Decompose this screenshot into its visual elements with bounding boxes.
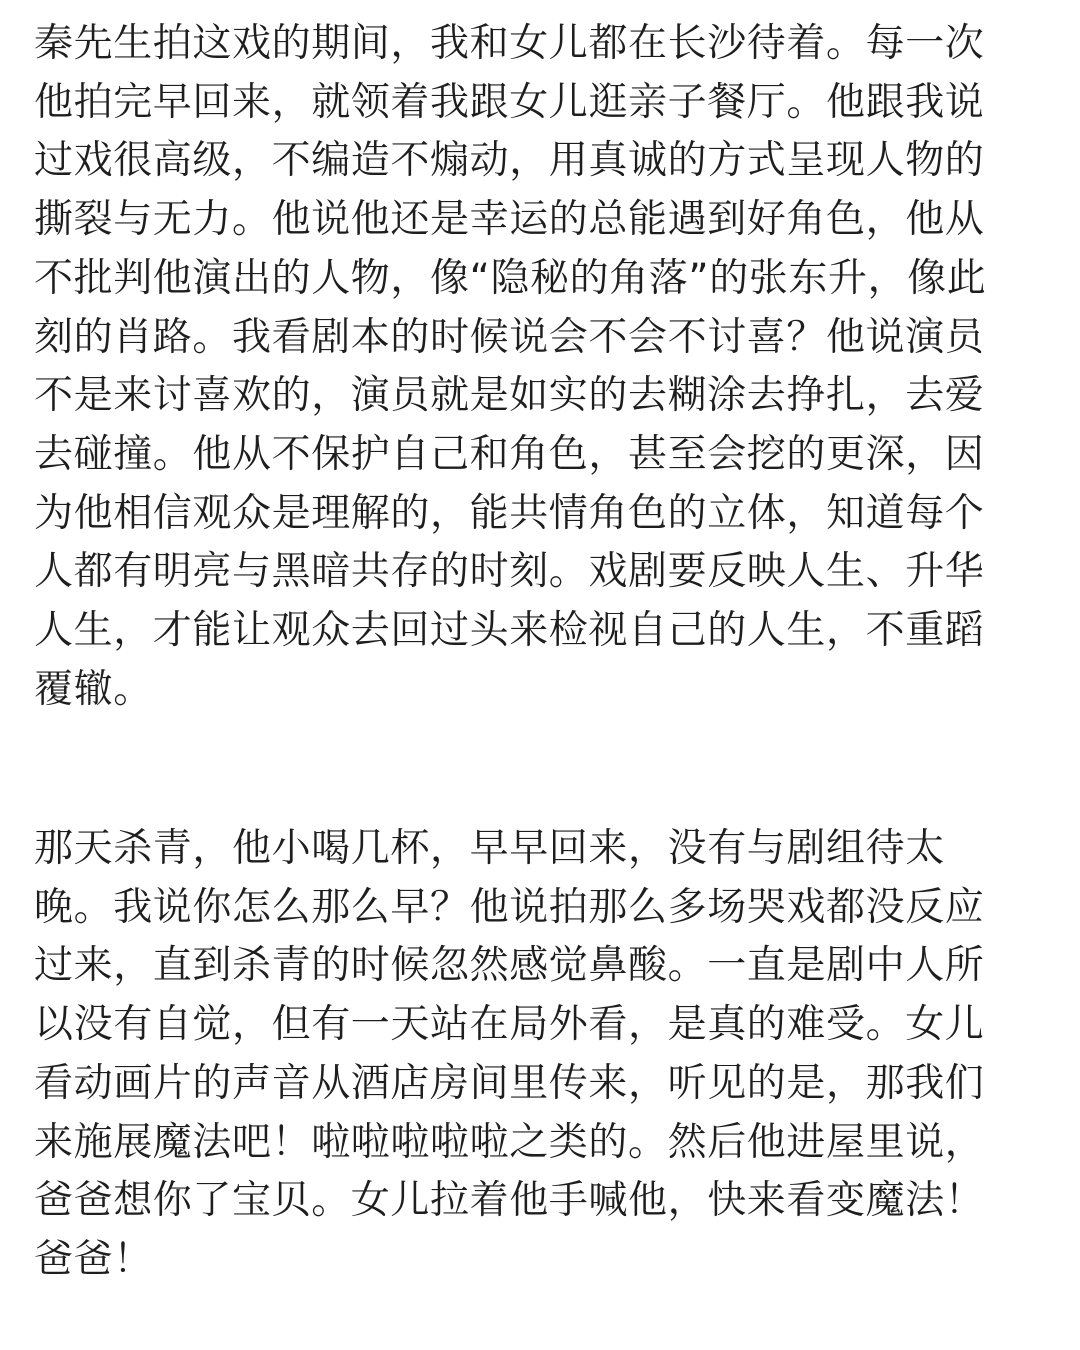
text-line: 不批判他演出的人物，像“隐秘的角落”的张东升，像此 — [34, 255, 987, 301]
text-line: 过戏很高级，不编造不煽动，用真诚的方式呈现人物的 — [34, 138, 985, 184]
text-line: 爸爸！ — [34, 1236, 153, 1282]
text-line: 看动画片的声音从酒店房间里传来，听见的是，那我们 — [34, 1060, 985, 1106]
text-line: 为他相信观众是理解的，能共情角色的立体，知道每个 — [34, 490, 985, 536]
text-line: 那天杀青，他小喝几杯，早早回来，没有与剧组待太 — [34, 826, 945, 871]
text-line: 爸爸想你了宝贝。女儿拉着他手喊他，快来看变魔法！ — [34, 1178, 985, 1224]
text-line: 晚。我说你怎么那么早？他说拍那么多场哭戏都没反应 — [34, 884, 985, 930]
text-line: 人生，才能让观众去回过头来检视自己的人生，不重蹈 — [34, 608, 985, 654]
paragraph-2 — [34, 820, 1046, 1290]
text-line: 他拍完早回来，就领着我跟女儿逛亲子餐厅。他跟我说 — [34, 79, 985, 125]
text-line: 撕裂与无力。他说他还是幸运的总能遇到好角色，他从 — [34, 197, 985, 243]
text-line: 过来，直到杀青的时候忽然感觉鼻酸。一直是剧中人所 — [34, 943, 985, 989]
text-line: 刻的肖路。我看剧本的时候说会不会不讨喜？他说演员 — [34, 314, 985, 360]
text-line: 去碰撞。他从不保护自己和角色，甚至会挖的更深，因 — [34, 431, 985, 477]
paragraph-1 — [34, 15, 1046, 719]
text-line: 不是来讨喜欢的，演员就是如实的去糊涂去挣扎，去爱 — [34, 373, 985, 419]
text-line: 秦先生拍这戏的期间，我和女儿都在长沙待着。每一次 — [34, 21, 985, 66]
text-line: 以没有自觉，但有一天站在局外看，是真的难受。女儿 — [34, 1002, 985, 1048]
text-line: 覆辙。 — [34, 666, 153, 712]
text-line: 来施展魔法吧！啦啦啦啦啦之类的。然后他进屋里说， — [34, 1119, 985, 1165]
text-line: 人都有明亮与黑暗共存的时刻。戏剧要反映人生、升华 — [34, 549, 985, 595]
